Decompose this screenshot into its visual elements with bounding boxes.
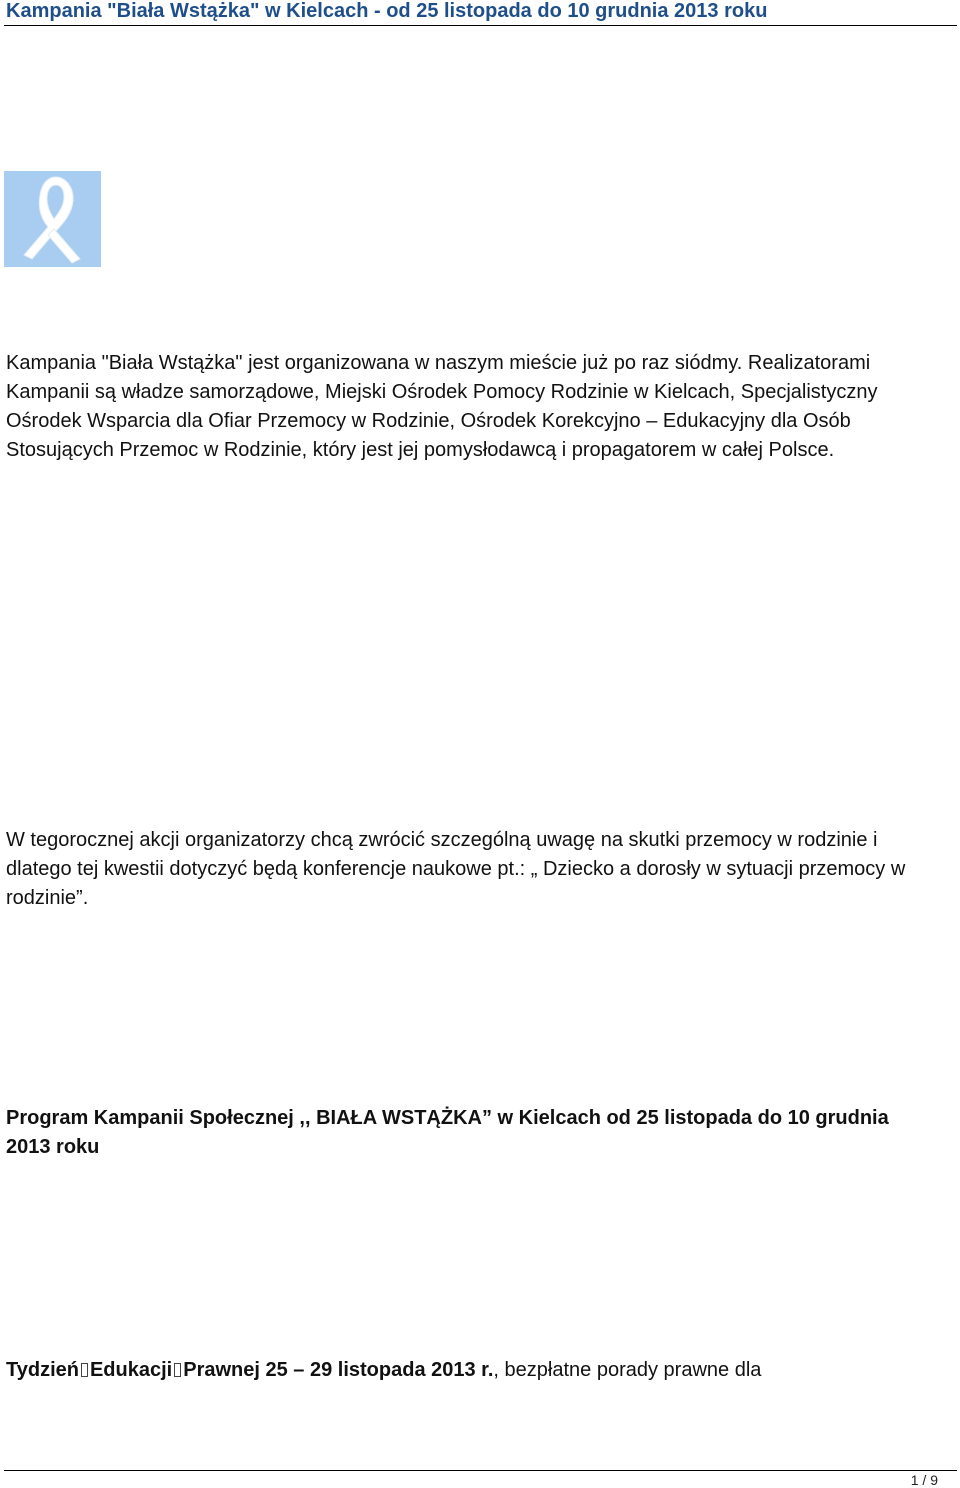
legal-education-week-heading: [6, 1356, 926, 1385]
document-header-title: Kampania "Biała Wstążka" w Kielcach - od 25 listopada do 10 grudnia 2013 roku: [6, 0, 768, 22]
page-number: 1 / 9: [910, 1472, 938, 1488]
week-heading-rest: Prawnej 25 – 29 listopada 2013 r.: [183, 1359, 494, 1381]
white-ribbon-icon: [4, 171, 101, 267]
program-heading: Program Kampanii Społecznej ,, BIAŁA WSTĄŻKA” w Kielcach od 25 listopada do 10 grudnia 2013 roku: [6, 1107, 889, 1158]
week-heading-word-edukacji: Edukacji: [89, 1359, 173, 1381]
campaign-focus-paragraph: W tegorocznej akcji organizatorzy chcą zwrócić szczególną uwagę na skutki przemocy w rodzinie i dlatego tej kwestii dotyczyć będą konferencje naukowe pt.: „ Dziecko a dorosły w sytuacji przemocy w rodzinie”.: [6, 829, 906, 909]
footer-divider: [4, 1470, 957, 1471]
intro-paragraph: Kampania "Biała Wstążka" jest organizowana w naszym mieście już po raz siódmy. Realizatorami Kampanii są władze samorządowe, Miejski Ośrodek Pomocy Rodzinie w Kielcach, Specjalistyczny Ośrodek Wsparcia dla Ofiar Przemocy w Rodzinie, Ośrodek Korekcyjno – Edukacyjny dla Osób Stosujących Przemoc w Rodzinie, który jest jej pomysłodawcą i propagatorem w całej Polsce.: [6, 352, 878, 461]
week-description-text: , bezpłatne porady prawne dla: [493, 1359, 762, 1381]
missing-glyph-box: [174, 1363, 181, 1377]
week-heading-word-tydzien: Tydzień: [6, 1359, 79, 1381]
missing-glyph-box: [81, 1363, 88, 1377]
header-divider: [4, 25, 957, 26]
